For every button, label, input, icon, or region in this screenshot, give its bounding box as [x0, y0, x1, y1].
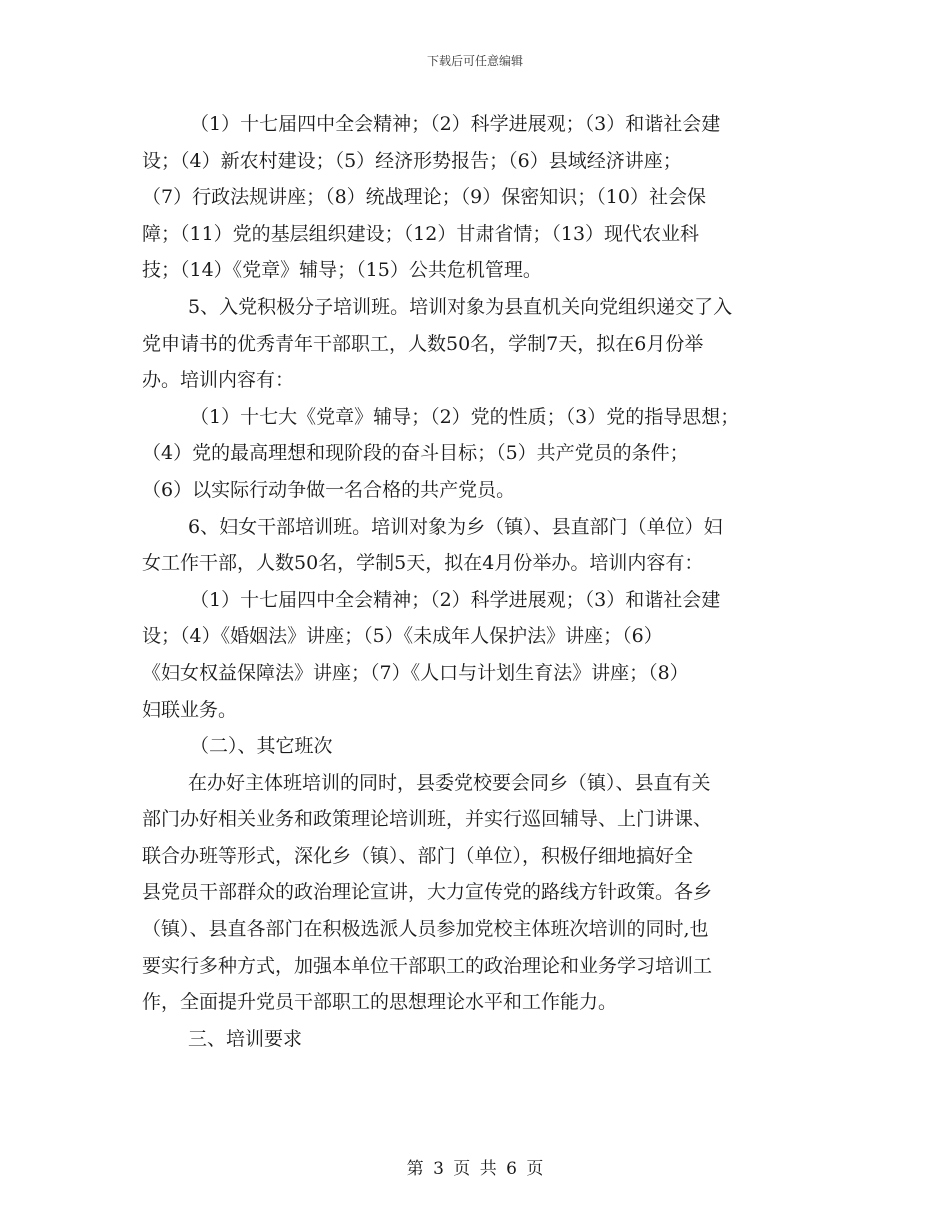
- paragraph-line: （6）以实际行动争做一名合格的共产党员。: [142, 478, 516, 501]
- paragraph-line: 县党员干部群众的政治理论宣讲，大力宣传党的路线方针政策。各乡: [142, 881, 713, 904]
- paragraph-line: 5、入党积极分子培训班。培训对象为县直机关向党组织递交了入: [188, 295, 733, 318]
- paragraph-line: 技；（14）《党章》辅导；（15）公共危机管理。: [142, 259, 542, 282]
- footer-total-prefix: 共: [479, 1159, 497, 1179]
- section-heading: 三、培训要求: [188, 1027, 303, 1050]
- paragraph-line: 要实行多种方式，加强本单位干部职工的政治理论和业务学习培训工: [142, 954, 713, 977]
- paragraph-line: 党申请书的优秀青年干部职工，人数50名，学制7天，拟在6月份举: [142, 332, 704, 355]
- paragraph-line: 办。培训内容有：: [142, 369, 295, 392]
- paragraph-line: （7）行政法规讲座；（8）统战理论；（9）保密知识；（10）社会保: [142, 186, 706, 209]
- page-footer: [0, 1154, 950, 1179]
- section-heading: （二）、其它班次: [190, 735, 333, 758]
- footer-page-suffix: 页: [453, 1159, 471, 1179]
- page-number: 3: [433, 1159, 444, 1179]
- paragraph-line: 女工作干部，人数50名，学制5天，拟在4月份举办。培训内容有：: [142, 552, 704, 575]
- paragraph-line: 《妇女权益保障法》讲座；（7）《人口与计划生育法》讲座；（8）: [142, 661, 689, 684]
- total-pages: 6: [506, 1159, 517, 1179]
- paragraph-line: 障；（11）党的基层组织建设；（12）甘肃省情；（13）现代农业科: [142, 222, 700, 245]
- page-header: 下载后可任意编辑: [426, 54, 523, 68]
- paragraph-line: （镇）、县直各部门在积极选派人员参加党校主体班次培训的同时,也: [142, 918, 709, 941]
- paragraph-line: （1）十七届四中全会精神；（2）科学进展观；（3）和谐社会建: [190, 113, 721, 135]
- document-body: [142, 106, 822, 1057]
- paragraph-line: （1）十七大《党章》辅导；（2）党的性质；（3）党的指导思想；: [190, 405, 740, 428]
- paragraph-line: 部门办好相关业务和政策理论培训班，并实行巡回辅导、上门讲课、: [142, 808, 713, 831]
- paragraph-line: 6、妇女干部培训班。培训对象为乡（镇）、县直部门（单位）妇: [188, 515, 723, 538]
- paragraph-line: 在办好主体班培训的同时，县委党校要会同乡（镇）、县直有关: [188, 771, 711, 794]
- paragraph-line: 设；（4）《婚姻法》讲座；（5）《未成年人保护法》讲座；（6）: [142, 625, 663, 648]
- footer-prefix: 第: [406, 1159, 424, 1179]
- paragraph-line: （1）十七届四中全会精神；（2）科学进展观；（3）和谐社会建: [190, 588, 721, 611]
- paragraph-line: （4）党的最高理想和现阶段的奋斗目标；（5）共产党员的条件；: [142, 442, 689, 465]
- paragraph-line: 设；（4）新农村建设；（5）经济形势报告；（6）县域经济讲座；: [142, 149, 682, 172]
- paragraph-line: 作，全面提升党员干部职工的思想理论水平和工作能力。: [142, 991, 618, 1014]
- paragraph-line: 联合办班等形式，深化乡（镇）、部门（单位），积极仔细地搞好全: [142, 844, 694, 867]
- paragraph-line: 妇联业务。: [142, 698, 238, 721]
- footer-total-suffix: 页: [526, 1159, 544, 1179]
